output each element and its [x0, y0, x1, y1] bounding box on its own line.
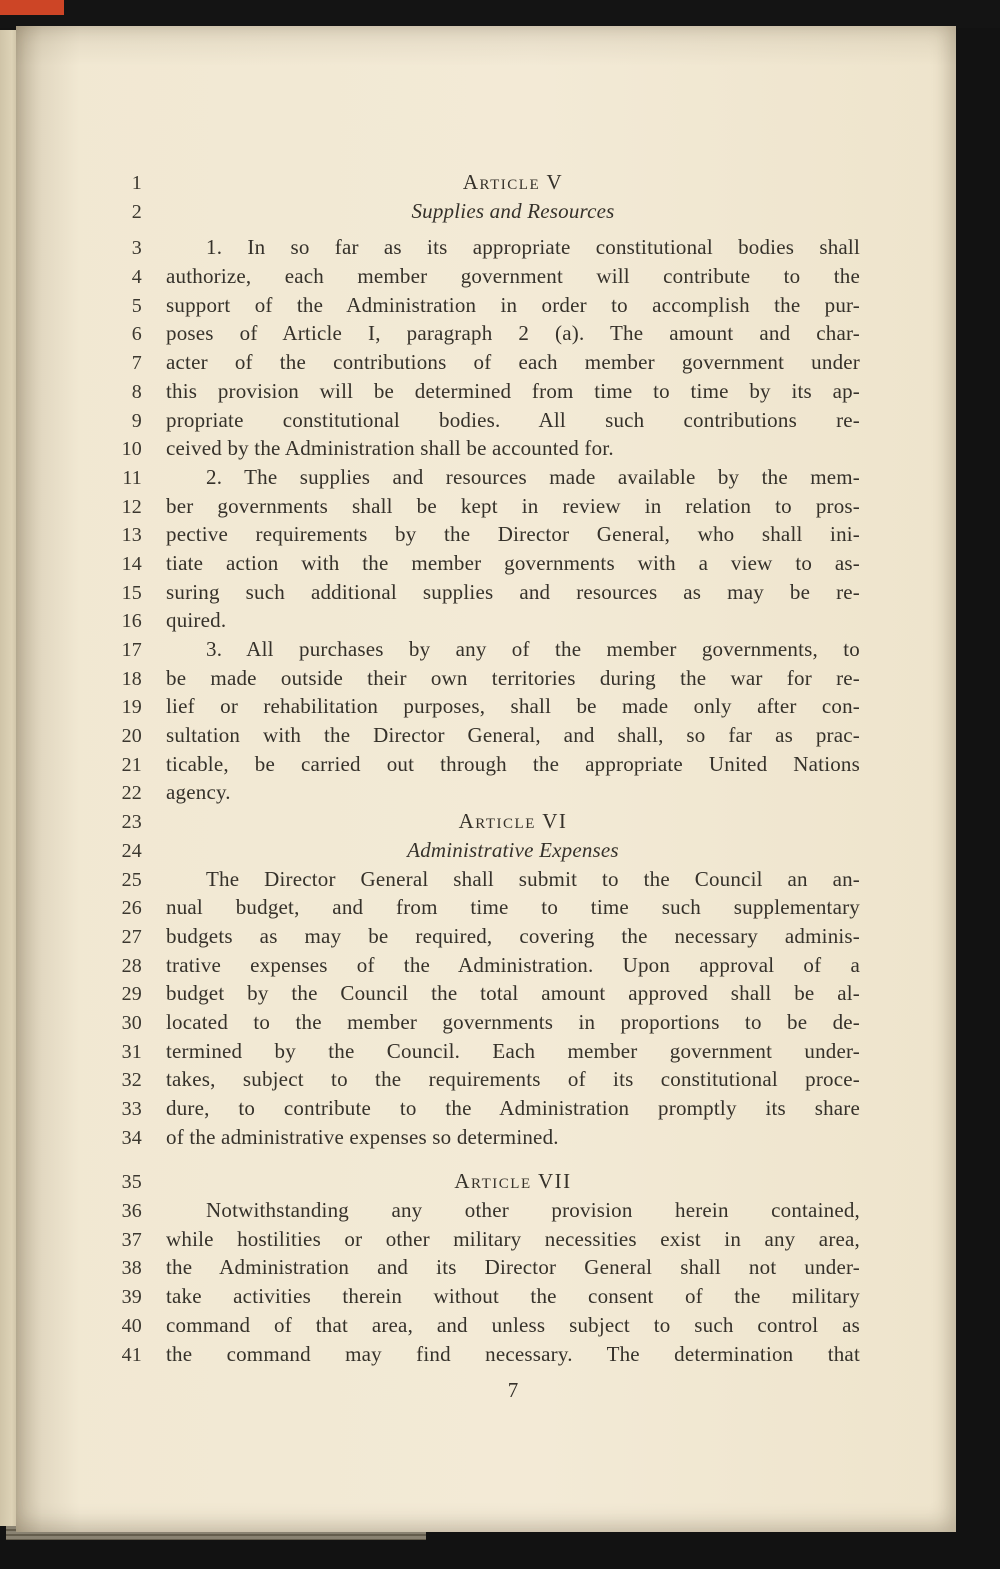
body-text-line: budget by the Council the total amount approved shall be al-: [166, 981, 860, 1006]
text-line: [16, 664, 956, 693]
article-heading: Article VI: [458, 809, 568, 834]
text-line: [16, 233, 956, 262]
body-text-line: agency.: [166, 780, 231, 805]
line-number: 2: [131, 200, 142, 223]
line-number: 18: [121, 667, 142, 690]
text-line: [16, 348, 956, 377]
text-line: [16, 406, 956, 435]
body-text-line: pective requirements by the Director General, who shall ini-: [166, 522, 860, 547]
body-text-line: 3. All purchases by any of the member governments, to: [206, 637, 860, 661]
body-text-line: 1. In so far as its appropriate constitutional bodies shall: [206, 235, 860, 260]
body-text-line: support of the Administration in order to accomplish the pur-: [166, 292, 860, 317]
body-text-line: take activities therein without the consent of the military: [166, 1284, 860, 1309]
line-number: 20: [121, 725, 142, 748]
text-line: [16, 836, 956, 865]
text-line: [16, 1253, 956, 1282]
text-line: [16, 692, 956, 721]
text-line: [16, 168, 956, 197]
text-line: [16, 893, 956, 922]
body-text-line: acter of the contributions of each member government under: [166, 350, 860, 375]
line-number: 17: [121, 639, 142, 661]
line-number: 1: [131, 172, 142, 194]
text-line: [16, 1037, 956, 1066]
text-line: [16, 434, 956, 463]
line-number: 3: [131, 237, 142, 260]
text-line: [16, 865, 956, 894]
line-number: 38: [121, 1257, 142, 1280]
text-line: [16, 319, 956, 348]
line-number: 9: [131, 409, 142, 432]
text-line: [16, 377, 956, 406]
line-number: 29: [121, 983, 142, 1006]
body-text-line: authorize, each member government will contribute to the: [166, 264, 860, 289]
paper-page: [16, 26, 956, 1532]
line-number: 7: [131, 352, 142, 375]
body-text-line: poses of Article I, paragraph 2 (a). The amount and char-: [166, 321, 860, 346]
line-number: 12: [121, 495, 142, 518]
page-content: [16, 168, 956, 1403]
body-text-line: propriate constitutional bodies. All such contributions re-: [166, 407, 860, 432]
line-number: 19: [121, 696, 142, 719]
body-text-line: Notwithstanding any other provision herein contained,: [206, 1198, 860, 1223]
text-line: [16, 1008, 956, 1037]
body-text-line: sultation with the Director General, and shall, so far as prac-: [166, 723, 860, 748]
body-text-line: 2. The supplies and resources made available by the mem-: [206, 464, 860, 489]
line-number: 22: [121, 782, 142, 805]
body-text-line: The Director General shall submit to the Council an an-: [206, 866, 860, 891]
body-text-line: suring such additional supplies and resources as may be re-: [166, 579, 860, 604]
text-line: [16, 520, 956, 549]
body-text-line: of the administrative expenses so determined.: [166, 1124, 559, 1149]
line-number: 23: [121, 811, 142, 834]
text-line: [16, 979, 956, 1008]
line-number: 11: [122, 466, 142, 489]
line-number: 21: [121, 753, 142, 776]
line-number: 10: [121, 438, 142, 461]
text-line: [16, 750, 956, 779]
text-line: [16, 807, 956, 836]
article-subheading: Supplies and Resources: [411, 198, 615, 223]
line-number: 8: [131, 380, 142, 403]
red-corner-mark: [0, 0, 64, 15]
line-number: 27: [121, 925, 142, 948]
line-number: 4: [131, 266, 142, 289]
line-number: 41: [121, 1343, 142, 1366]
body-text-line: while hostilities or other military necessities exist in any area,: [166, 1226, 860, 1251]
body-text-line: ceived by the Administration shall be accounted for.: [166, 436, 614, 461]
text-line: [16, 492, 956, 521]
text-line: [16, 1311, 956, 1340]
line-number: 25: [121, 868, 142, 891]
body-text-line: termined by the Council. Each member government under-: [166, 1038, 860, 1063]
body-text-line: command of that area, and unless subject to such control as: [166, 1312, 860, 1337]
article-heading: Article VII: [454, 1169, 572, 1194]
text-line: [16, 549, 956, 578]
line-number: 39: [121, 1286, 142, 1309]
text-line: [16, 1340, 956, 1369]
text-line: [16, 606, 956, 635]
page-number: 7: [507, 1378, 519, 1403]
line-number: 40: [121, 1314, 142, 1337]
body-text-line: quired.: [166, 608, 227, 633]
text-line: [16, 1065, 956, 1094]
line-number: 34: [121, 1126, 142, 1149]
scan-background-top: [0, 0, 1000, 28]
text-line: [16, 1167, 956, 1196]
text-line: [16, 1196, 956, 1225]
text-line: [16, 922, 956, 951]
line-number: 15: [121, 581, 142, 604]
line-number: 24: [121, 839, 142, 862]
body-text-line: nual budget, and from time to time such supplementary: [166, 895, 860, 920]
text-line: [16, 635, 956, 664]
line-number: 31: [121, 1040, 142, 1063]
text-line: [16, 778, 956, 807]
line-number: 37: [121, 1228, 142, 1251]
text-line: [16, 578, 956, 607]
text-line: [16, 1123, 956, 1152]
body-text-line: tiate action with the member governments with a view to as-: [166, 550, 860, 575]
body-text-line: the Administration and its Director General shall not under-: [166, 1255, 860, 1280]
text-line: [16, 262, 956, 291]
line-number: 32: [121, 1069, 142, 1092]
text-line: [16, 951, 956, 980]
text-line: [16, 197, 956, 226]
line-number: 13: [121, 524, 142, 547]
article-subheading: Administrative Expenses: [407, 837, 619, 862]
lines: [16, 168, 956, 1368]
line-number: 26: [121, 897, 142, 920]
line-number: 35: [121, 1171, 142, 1194]
body-text-line: ber governments shall be kept in review in relation to pros-: [166, 493, 860, 518]
text-line: [16, 291, 956, 320]
text-line: [16, 463, 956, 492]
body-text-line: budgets as may be required, covering the necessary adminis-: [166, 923, 860, 948]
line-number: 16: [121, 610, 142, 633]
body-text-line: dure, to contribute to the Administration promptly its share: [166, 1096, 860, 1120]
line-number: 30: [121, 1011, 142, 1034]
body-text-line: this provision will be determined from time to time by its ap-: [166, 378, 860, 403]
line-number: 28: [121, 954, 142, 977]
body-text-line: lief or rehabilitation purposes, shall be made only after con-: [166, 694, 860, 719]
text-line: [16, 1094, 956, 1123]
body-text-line: trative expenses of the Administration. Upon approval of a: [166, 952, 860, 977]
line-number: 14: [121, 552, 142, 575]
line-number: 33: [121, 1098, 142, 1120]
line-number: 36: [121, 1200, 142, 1223]
body-text-line: located to the member governments in proportions to be de-: [166, 1009, 860, 1034]
line-number: 6: [131, 323, 142, 346]
body-text-line: takes, subject to the requirements of its constitutional proce-: [166, 1067, 860, 1092]
text-line: [16, 1225, 956, 1254]
body-text-line: the command may find necessary. The determination that: [166, 1341, 860, 1366]
line-number: 5: [131, 294, 142, 317]
article-heading: Article V: [462, 170, 564, 194]
text-line: [16, 1282, 956, 1311]
text-line: [16, 721, 956, 750]
body-text-line: ticable, be carried out through the appropriate United Nations: [166, 751, 860, 776]
body-text-line: be made outside their own territories during the war for re-: [166, 665, 860, 690]
